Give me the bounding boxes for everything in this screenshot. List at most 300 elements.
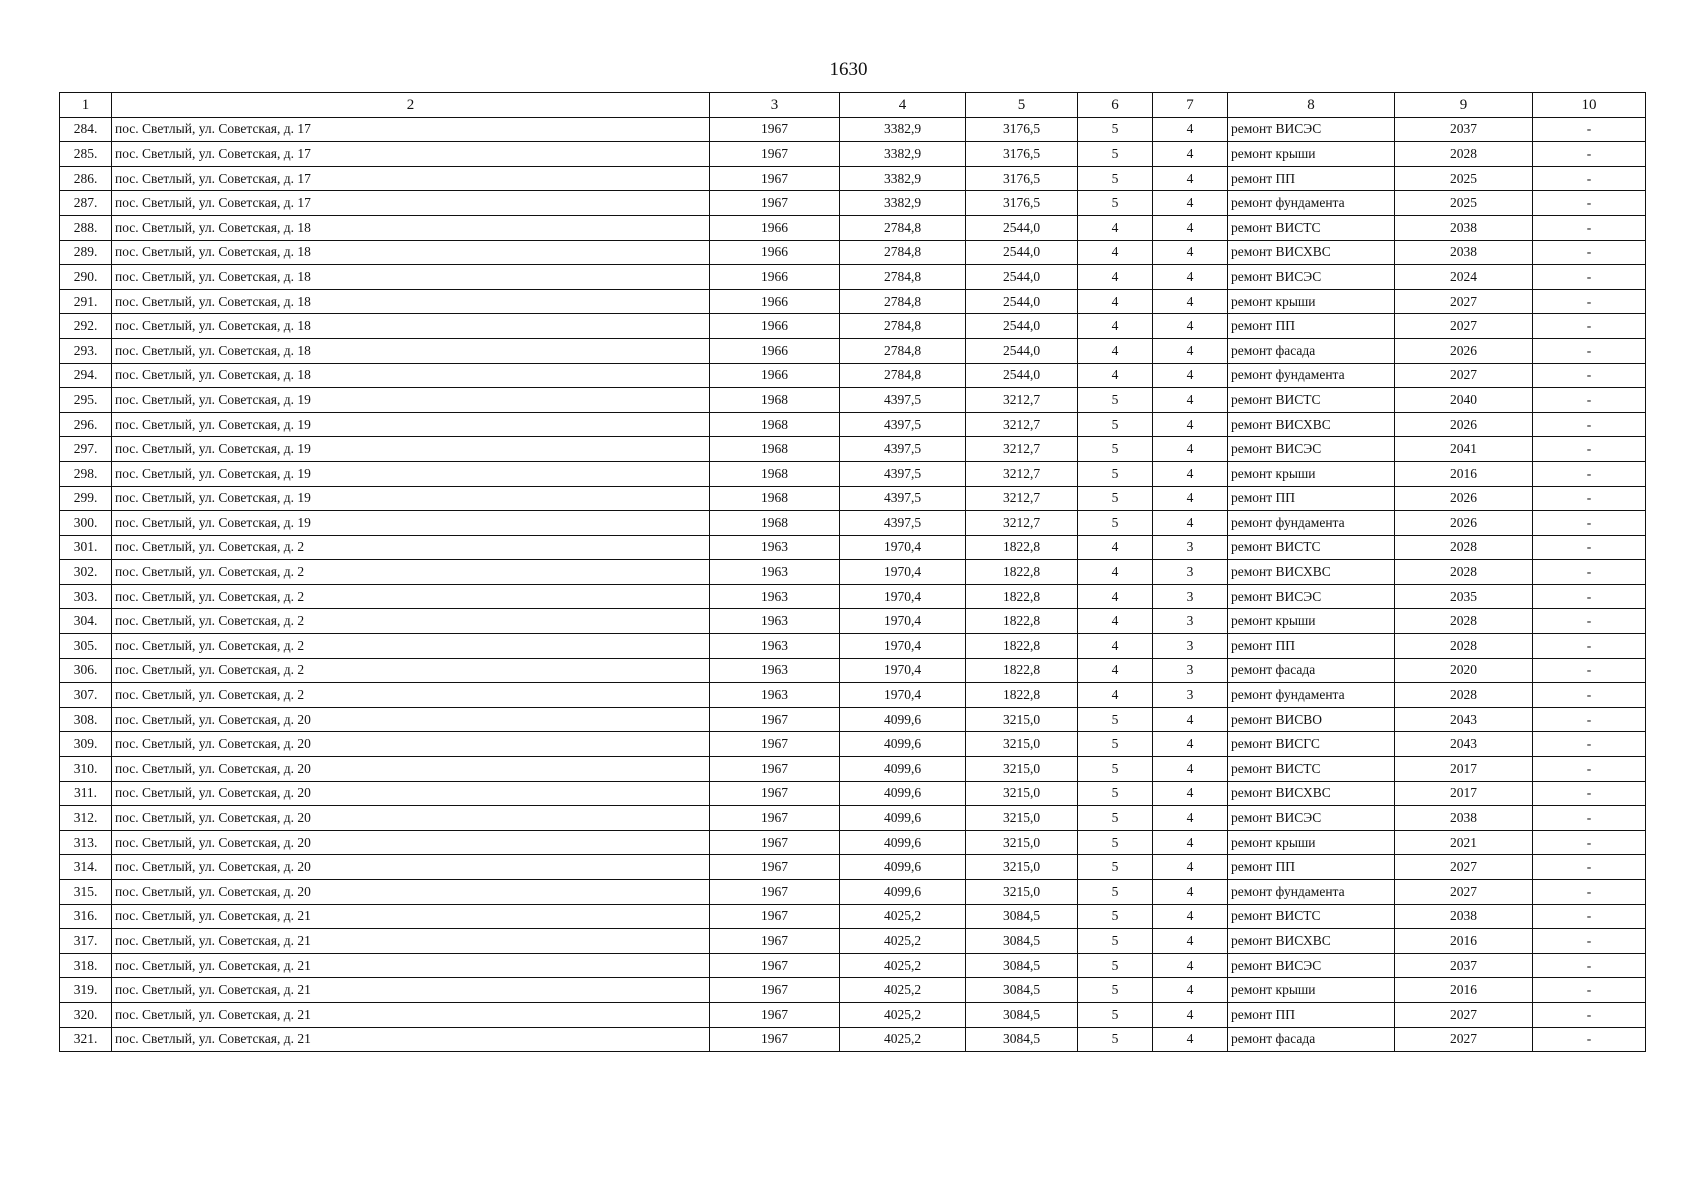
table-row [60, 658, 1646, 683]
table-row [60, 781, 1646, 806]
table-row [60, 265, 1646, 290]
planned-year-cell: 2028 [1395, 560, 1533, 585]
total-area-cell: 2784,8 [840, 363, 966, 388]
note-cell: - [1533, 634, 1646, 659]
planned-year-cell: 2041 [1395, 437, 1533, 462]
note-cell: - [1533, 486, 1646, 511]
total-area-cell: 3382,9 [840, 142, 966, 167]
year-cell: 1967 [710, 1027, 840, 1052]
floors-cell: 5 [1078, 1027, 1153, 1052]
work-type-cell: ремонт фасада [1228, 338, 1395, 363]
work-type-cell: ремонт ВИСЭС [1228, 265, 1395, 290]
work-type-cell: ремонт ВИСЭС [1228, 584, 1395, 609]
table-row [60, 363, 1646, 388]
planned-year-cell: 2026 [1395, 412, 1533, 437]
entrances-cell: 3 [1153, 634, 1228, 659]
header-row [60, 93, 1646, 118]
work-type-cell: ремонт ПП [1228, 855, 1395, 880]
planned-year-cell: 2026 [1395, 486, 1533, 511]
entrances-cell: 3 [1153, 535, 1228, 560]
address-cell: пос. Светлый, ул. Советская, д. 21 [112, 929, 710, 954]
row-number-cell: 300. [60, 511, 112, 536]
table-row [60, 707, 1646, 732]
repair-schedule-table [59, 92, 1646, 1052]
note-cell: - [1533, 191, 1646, 216]
living-area-cell: 3084,5 [966, 904, 1078, 929]
entrances-cell: 3 [1153, 584, 1228, 609]
floors-cell: 4 [1078, 289, 1153, 314]
living-area-cell: 3212,7 [966, 461, 1078, 486]
total-area-cell: 4025,2 [840, 929, 966, 954]
note-cell: - [1533, 781, 1646, 806]
total-area-cell: 1970,4 [840, 683, 966, 708]
address-cell: пос. Светлый, ул. Советская, д. 17 [112, 166, 710, 191]
year-cell: 1966 [710, 240, 840, 265]
work-type-cell: ремонт ВИСТС [1228, 535, 1395, 560]
entrances-cell: 4 [1153, 289, 1228, 314]
year-cell: 1967 [710, 953, 840, 978]
row-number-cell: 313. [60, 830, 112, 855]
row-number-cell: 284. [60, 117, 112, 142]
floors-cell: 5 [1078, 461, 1153, 486]
planned-year-cell: 2027 [1395, 1027, 1533, 1052]
table-row [60, 1002, 1646, 1027]
table-row [60, 535, 1646, 560]
address-cell: пос. Светлый, ул. Советская, д. 21 [112, 1002, 710, 1027]
table-row [60, 609, 1646, 634]
table-row [60, 486, 1646, 511]
year-cell: 1963 [710, 584, 840, 609]
table-row [60, 584, 1646, 609]
address-cell: пос. Светлый, ул. Советская, д. 20 [112, 830, 710, 855]
floors-cell: 4 [1078, 215, 1153, 240]
work-type-cell: ремонт ПП [1228, 634, 1395, 659]
address-cell: пос. Светлый, ул. Советская, д. 20 [112, 880, 710, 905]
year-cell: 1967 [710, 904, 840, 929]
year-cell: 1966 [710, 314, 840, 339]
floors-cell: 5 [1078, 511, 1153, 536]
address-cell: пос. Светлый, ул. Советская, д. 2 [112, 584, 710, 609]
entrances-cell: 4 [1153, 904, 1228, 929]
year-cell: 1963 [710, 609, 840, 634]
table-row [60, 117, 1646, 142]
entrances-cell: 4 [1153, 215, 1228, 240]
row-number-cell: 299. [60, 486, 112, 511]
row-number-cell: 301. [60, 535, 112, 560]
address-cell: пос. Светлый, ул. Советская, д. 21 [112, 1027, 710, 1052]
total-area-cell: 4099,6 [840, 781, 966, 806]
living-area-cell: 3176,5 [966, 191, 1078, 216]
address-cell: пос. Светлый, ул. Советская, д. 20 [112, 855, 710, 880]
note-cell: - [1533, 584, 1646, 609]
floors-cell: 5 [1078, 781, 1153, 806]
living-area-cell: 3212,7 [966, 388, 1078, 413]
column-header-2: 2 [112, 93, 710, 118]
column-header-7: 7 [1153, 93, 1228, 118]
address-cell: пос. Светлый, ул. Советская, д. 18 [112, 314, 710, 339]
planned-year-cell: 2038 [1395, 904, 1533, 929]
table-row [60, 732, 1646, 757]
entrances-cell: 4 [1153, 142, 1228, 167]
living-area-cell: 3215,0 [966, 880, 1078, 905]
entrances-cell: 4 [1153, 806, 1228, 831]
work-type-cell: ремонт ПП [1228, 1002, 1395, 1027]
work-type-cell: ремонт ВИСТС [1228, 215, 1395, 240]
living-area-cell: 1822,8 [966, 634, 1078, 659]
year-cell: 1967 [710, 707, 840, 732]
column-header-6: 6 [1078, 93, 1153, 118]
note-cell: - [1533, 732, 1646, 757]
note-cell: - [1533, 830, 1646, 855]
entrances-cell: 4 [1153, 412, 1228, 437]
planned-year-cell: 2020 [1395, 658, 1533, 683]
address-cell: пос. Светлый, ул. Советская, д. 17 [112, 117, 710, 142]
planned-year-cell: 2026 [1395, 511, 1533, 536]
note-cell: - [1533, 412, 1646, 437]
living-area-cell: 2544,0 [966, 215, 1078, 240]
planned-year-cell: 2038 [1395, 215, 1533, 240]
row-number-cell: 306. [60, 658, 112, 683]
living-area-cell: 2544,0 [966, 338, 1078, 363]
table-row [60, 314, 1646, 339]
row-number-cell: 290. [60, 265, 112, 290]
work-type-cell: ремонт ВИСЭС [1228, 117, 1395, 142]
row-number-cell: 298. [60, 461, 112, 486]
entrances-cell: 3 [1153, 683, 1228, 708]
column-header-1: 1 [60, 93, 112, 118]
floors-cell: 4 [1078, 683, 1153, 708]
note-cell: - [1533, 658, 1646, 683]
entrances-cell: 4 [1153, 486, 1228, 511]
note-cell: - [1533, 757, 1646, 782]
table-row [60, 412, 1646, 437]
planned-year-cell: 2027 [1395, 363, 1533, 388]
planned-year-cell: 2025 [1395, 166, 1533, 191]
table-row [60, 855, 1646, 880]
entrances-cell: 4 [1153, 437, 1228, 462]
floors-cell: 4 [1078, 535, 1153, 560]
planned-year-cell: 2038 [1395, 240, 1533, 265]
entrances-cell: 4 [1153, 929, 1228, 954]
address-cell: пос. Светлый, ул. Советская, д. 20 [112, 732, 710, 757]
total-area-cell: 4099,6 [840, 707, 966, 732]
note-cell: - [1533, 855, 1646, 880]
work-type-cell: ремонт фундамента [1228, 363, 1395, 388]
row-number-cell: 307. [60, 683, 112, 708]
work-type-cell: ремонт ВИСТС [1228, 388, 1395, 413]
total-area-cell: 4099,6 [840, 830, 966, 855]
entrances-cell: 4 [1153, 240, 1228, 265]
entrances-cell: 4 [1153, 191, 1228, 216]
floors-cell: 5 [1078, 486, 1153, 511]
entrances-cell: 3 [1153, 609, 1228, 634]
entrances-cell: 4 [1153, 338, 1228, 363]
total-area-cell: 4099,6 [840, 855, 966, 880]
address-cell: пос. Светлый, ул. Советская, д. 2 [112, 560, 710, 585]
work-type-cell: ремонт ВИСХВС [1228, 781, 1395, 806]
note-cell: - [1533, 1027, 1646, 1052]
row-number-cell: 285. [60, 142, 112, 167]
note-cell: - [1533, 437, 1646, 462]
floors-cell: 5 [1078, 1002, 1153, 1027]
floors-cell: 5 [1078, 757, 1153, 782]
year-cell: 1968 [710, 461, 840, 486]
total-area-cell: 1970,4 [840, 658, 966, 683]
living-area-cell: 2544,0 [966, 314, 1078, 339]
floors-cell: 5 [1078, 732, 1153, 757]
entrances-cell: 3 [1153, 560, 1228, 585]
address-cell: пос. Светлый, ул. Советская, д. 2 [112, 658, 710, 683]
living-area-cell: 3176,5 [966, 166, 1078, 191]
note-cell: - [1533, 265, 1646, 290]
planned-year-cell: 2016 [1395, 461, 1533, 486]
floors-cell: 5 [1078, 388, 1153, 413]
table-row [60, 830, 1646, 855]
planned-year-cell: 2026 [1395, 338, 1533, 363]
work-type-cell: ремонт ВИСТС [1228, 757, 1395, 782]
year-cell: 1963 [710, 658, 840, 683]
floors-cell: 4 [1078, 265, 1153, 290]
living-area-cell: 3215,0 [966, 781, 1078, 806]
floors-cell: 4 [1078, 314, 1153, 339]
row-number-cell: 309. [60, 732, 112, 757]
table-row [60, 338, 1646, 363]
work-type-cell: ремонт ПП [1228, 486, 1395, 511]
note-cell: - [1533, 289, 1646, 314]
year-cell: 1967 [710, 978, 840, 1003]
note-cell: - [1533, 953, 1646, 978]
note-cell: - [1533, 535, 1646, 560]
planned-year-cell: 2028 [1395, 535, 1533, 560]
page-number: 1630 [829, 59, 868, 80]
address-cell: пос. Светлый, ул. Советская, д. 19 [112, 388, 710, 413]
work-type-cell: ремонт ВИСХВС [1228, 240, 1395, 265]
floors-cell: 5 [1078, 437, 1153, 462]
work-type-cell: ремонт фундамента [1228, 511, 1395, 536]
row-number-cell: 288. [60, 215, 112, 240]
total-area-cell: 4099,6 [840, 757, 966, 782]
living-area-cell: 3212,7 [966, 412, 1078, 437]
address-cell: пос. Светлый, ул. Советская, д. 17 [112, 142, 710, 167]
note-cell: - [1533, 142, 1646, 167]
floors-cell: 5 [1078, 855, 1153, 880]
floors-cell: 5 [1078, 117, 1153, 142]
living-area-cell: 1822,8 [966, 584, 1078, 609]
work-type-cell: ремонт крыши [1228, 461, 1395, 486]
year-cell: 1967 [710, 855, 840, 880]
living-area-cell: 3212,7 [966, 486, 1078, 511]
entrances-cell: 4 [1153, 1002, 1228, 1027]
year-cell: 1967 [710, 1002, 840, 1027]
note-cell: - [1533, 240, 1646, 265]
planned-year-cell: 2027 [1395, 314, 1533, 339]
row-number-cell: 311. [60, 781, 112, 806]
year-cell: 1967 [710, 166, 840, 191]
living-area-cell: 1822,8 [966, 683, 1078, 708]
entrances-cell: 4 [1153, 117, 1228, 142]
table-row [60, 289, 1646, 314]
column-header-4: 4 [840, 93, 966, 118]
living-area-cell: 3084,5 [966, 929, 1078, 954]
table-row [60, 634, 1646, 659]
total-area-cell: 2784,8 [840, 265, 966, 290]
table-row [60, 1027, 1646, 1052]
row-number-cell: 308. [60, 707, 112, 732]
row-number-cell: 292. [60, 314, 112, 339]
note-cell: - [1533, 166, 1646, 191]
total-area-cell: 3382,9 [840, 191, 966, 216]
floors-cell: 5 [1078, 806, 1153, 831]
floors-cell: 4 [1078, 609, 1153, 634]
table-row [60, 757, 1646, 782]
row-number-cell: 317. [60, 929, 112, 954]
work-type-cell: ремонт фундамента [1228, 880, 1395, 905]
living-area-cell: 3084,5 [966, 1002, 1078, 1027]
note-cell: - [1533, 117, 1646, 142]
table-row [60, 461, 1646, 486]
floors-cell: 5 [1078, 166, 1153, 191]
year-cell: 1966 [710, 289, 840, 314]
planned-year-cell: 2028 [1395, 683, 1533, 708]
floors-cell: 5 [1078, 929, 1153, 954]
floors-cell: 4 [1078, 363, 1153, 388]
work-type-cell: ремонт фундамента [1228, 191, 1395, 216]
row-number-cell: 318. [60, 953, 112, 978]
planned-year-cell: 2040 [1395, 388, 1533, 413]
address-cell: пос. Светлый, ул. Советская, д. 19 [112, 461, 710, 486]
living-area-cell: 3212,7 [966, 437, 1078, 462]
address-cell: пос. Светлый, ул. Советская, д. 20 [112, 781, 710, 806]
entrances-cell: 4 [1153, 781, 1228, 806]
total-area-cell: 2784,8 [840, 338, 966, 363]
entrances-cell: 4 [1153, 511, 1228, 536]
floors-cell: 4 [1078, 658, 1153, 683]
floors-cell: 5 [1078, 830, 1153, 855]
table-row [60, 880, 1646, 905]
year-cell: 1967 [710, 929, 840, 954]
living-area-cell: 3084,5 [966, 953, 1078, 978]
year-cell: 1966 [710, 338, 840, 363]
column-header-10: 10 [1533, 93, 1646, 118]
row-number-cell: 291. [60, 289, 112, 314]
row-number-cell: 293. [60, 338, 112, 363]
column-header-5: 5 [966, 93, 1078, 118]
planned-year-cell: 2027 [1395, 880, 1533, 905]
table-row [60, 215, 1646, 240]
floors-cell: 4 [1078, 240, 1153, 265]
address-cell: пос. Светлый, ул. Советская, д. 21 [112, 953, 710, 978]
work-type-cell: ремонт крыши [1228, 142, 1395, 167]
total-area-cell: 4397,5 [840, 412, 966, 437]
work-type-cell: ремонт ПП [1228, 166, 1395, 191]
total-area-cell: 4397,5 [840, 486, 966, 511]
address-cell: пос. Светлый, ул. Советская, д. 21 [112, 904, 710, 929]
row-number-cell: 310. [60, 757, 112, 782]
living-area-cell: 2544,0 [966, 363, 1078, 388]
address-cell: пос. Светлый, ул. Советская, д. 19 [112, 437, 710, 462]
planned-year-cell: 2021 [1395, 830, 1533, 855]
total-area-cell: 3382,9 [840, 117, 966, 142]
living-area-cell: 3176,5 [966, 117, 1078, 142]
planned-year-cell: 2027 [1395, 1002, 1533, 1027]
address-cell: пос. Светлый, ул. Советская, д. 2 [112, 535, 710, 560]
address-cell: пос. Светлый, ул. Советская, д. 2 [112, 683, 710, 708]
planned-year-cell: 2035 [1395, 584, 1533, 609]
work-type-cell: ремонт ВИСЭС [1228, 953, 1395, 978]
address-cell: пос. Светлый, ул. Советская, д. 20 [112, 757, 710, 782]
planned-year-cell: 2037 [1395, 953, 1533, 978]
planned-year-cell: 2028 [1395, 142, 1533, 167]
column-header-9: 9 [1395, 93, 1533, 118]
living-area-cell: 3215,0 [966, 830, 1078, 855]
year-cell: 1966 [710, 363, 840, 388]
row-number-cell: 294. [60, 363, 112, 388]
year-cell: 1963 [710, 535, 840, 560]
entrances-cell: 4 [1153, 757, 1228, 782]
work-type-cell: ремонт ВИСЭС [1228, 806, 1395, 831]
entrances-cell: 4 [1153, 978, 1228, 1003]
year-cell: 1967 [710, 142, 840, 167]
living-area-cell: 1822,8 [966, 609, 1078, 634]
address-cell: пос. Светлый, ул. Советская, д. 18 [112, 289, 710, 314]
address-cell: пос. Светлый, ул. Советская, д. 21 [112, 978, 710, 1003]
year-cell: 1968 [710, 412, 840, 437]
note-cell: - [1533, 363, 1646, 388]
entrances-cell: 4 [1153, 880, 1228, 905]
planned-year-cell: 2017 [1395, 781, 1533, 806]
table-row [60, 953, 1646, 978]
address-cell: пос. Светлый, ул. Советская, д. 18 [112, 338, 710, 363]
total-area-cell: 1970,4 [840, 609, 966, 634]
total-area-cell: 4025,2 [840, 1002, 966, 1027]
table-body [60, 117, 1646, 1052]
work-type-cell: ремонт крыши [1228, 289, 1395, 314]
note-cell: - [1533, 314, 1646, 339]
note-cell: - [1533, 929, 1646, 954]
note-cell: - [1533, 388, 1646, 413]
table-row [60, 978, 1646, 1003]
planned-year-cell: 2016 [1395, 929, 1533, 954]
planned-year-cell: 2016 [1395, 978, 1533, 1003]
total-area-cell: 4397,5 [840, 461, 966, 486]
year-cell: 1963 [710, 683, 840, 708]
year-cell: 1967 [710, 806, 840, 831]
entrances-cell: 4 [1153, 855, 1228, 880]
total-area-cell: 2784,8 [840, 289, 966, 314]
table-row [60, 560, 1646, 585]
total-area-cell: 4397,5 [840, 437, 966, 462]
note-cell: - [1533, 904, 1646, 929]
living-area-cell: 2544,0 [966, 265, 1078, 290]
total-area-cell: 4025,2 [840, 904, 966, 929]
work-type-cell: ремонт фасада [1228, 1027, 1395, 1052]
note-cell: - [1533, 461, 1646, 486]
table-row [60, 240, 1646, 265]
living-area-cell: 3215,0 [966, 757, 1078, 782]
year-cell: 1968 [710, 437, 840, 462]
living-area-cell: 2544,0 [966, 240, 1078, 265]
address-cell: пос. Светлый, ул. Советская, д. 18 [112, 363, 710, 388]
column-header-3: 3 [710, 93, 840, 118]
planned-year-cell: 2028 [1395, 634, 1533, 659]
note-cell: - [1533, 806, 1646, 831]
total-area-cell: 4099,6 [840, 880, 966, 905]
work-type-cell: ремонт крыши [1228, 978, 1395, 1003]
note-cell: - [1533, 707, 1646, 732]
total-area-cell: 4397,5 [840, 388, 966, 413]
year-cell: 1963 [710, 634, 840, 659]
row-number-cell: 312. [60, 806, 112, 831]
